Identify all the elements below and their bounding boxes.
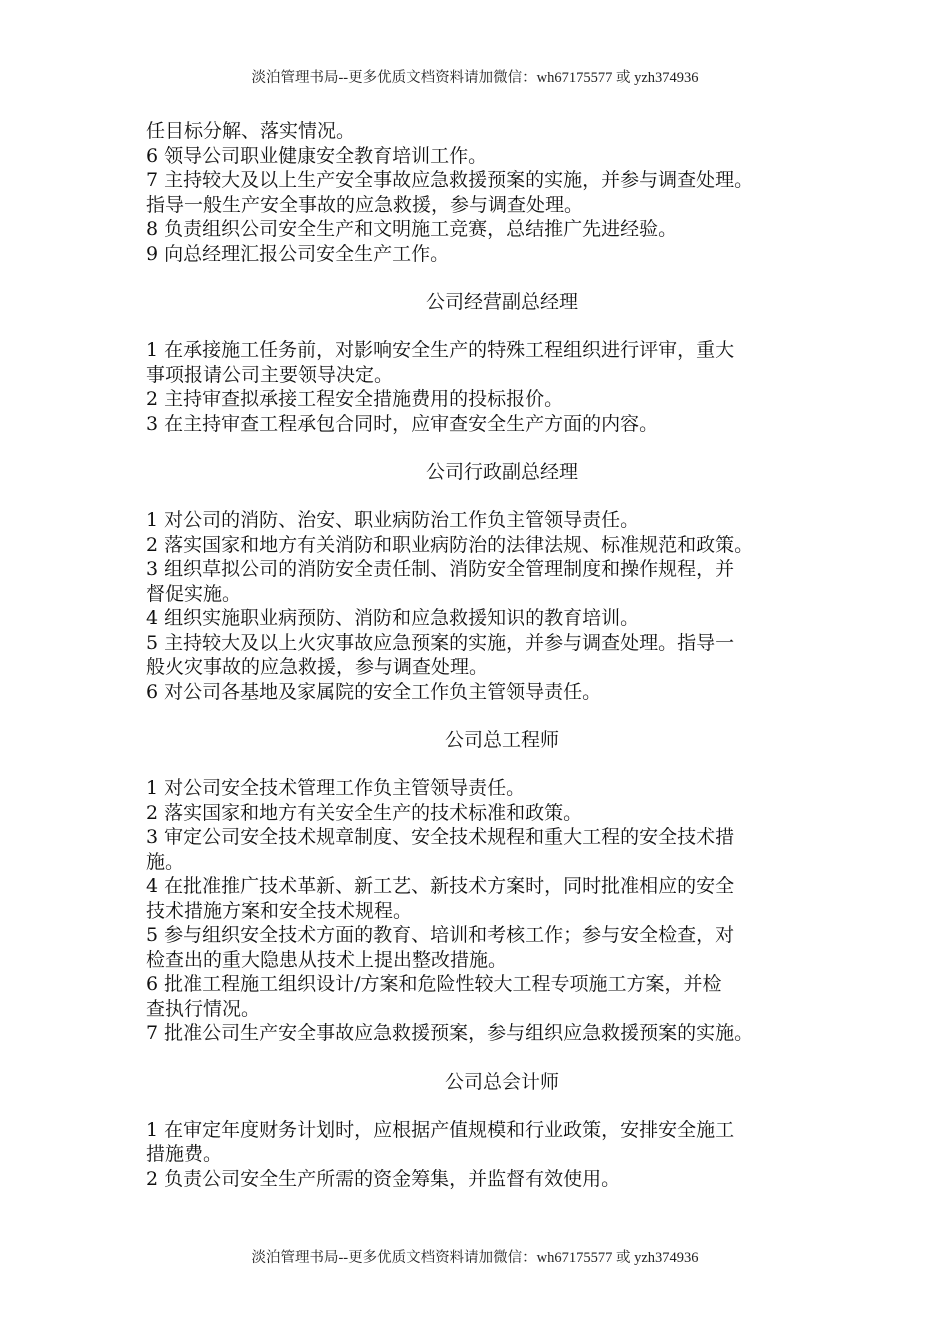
section-admin-vp bbox=[146, 436, 858, 704]
text-line: 指导一般生产安全事故的应急救援，参与调查处理。 bbox=[146, 193, 584, 216]
text-line: 事项报请公司主要领导决定。 bbox=[146, 363, 394, 386]
text-line: 7 批准公司生产安全事故应急救援预案，参与组织应急救援预案的实施。 bbox=[146, 1022, 754, 1044]
page-footer: 淡泊管理书局--更多优质文档资料请加微信：wh67175577 或 yzh374936 bbox=[251, 1250, 699, 1266]
text-line: 5 主持较大及以上火灾事故应急预案的实施，并参与调查处理。指导一 bbox=[146, 631, 735, 654]
text-line: 1 对公司安全技术管理工作负主管领导责任。 bbox=[146, 777, 526, 799]
text-line: 8 负责组织公司安全生产和文明施工竞赛，总结推广先进经验。 bbox=[146, 218, 678, 240]
text-line: 3 审定公司安全技术规章制度、安全技术规程和重大工程的安全技术措 bbox=[146, 826, 735, 848]
text-line: 1 在承接施工任务前，对影响安全生产的特殊工程组织进行评审，重大 bbox=[146, 339, 735, 361]
text-line: 督促实施。 bbox=[146, 582, 242, 605]
text-line: 3 组织草拟公司的消防安全责任制、消防安全管理制度和操作规程，并 bbox=[146, 558, 735, 580]
text-line: 措施费。 bbox=[146, 1143, 223, 1165]
text-line: 6 对公司各基地及家属院的安全工作负主管领导责任。 bbox=[146, 680, 602, 703]
text-line: 2 落实国家和地方有关消防和职业病防治的法律法规、标准规范和政策。 bbox=[146, 533, 754, 556]
text-line: 1 对公司的消防、治安、职业病防治工作负主管领导责任。 bbox=[146, 509, 640, 531]
text-line: 技术措施方案和安全技术规程。 bbox=[146, 899, 413, 922]
text-line: 6 批准工程施工组织设计/方案和危险性较大工程专项施工方案，并检 bbox=[146, 973, 722, 995]
text-line: 1 在审定年度财务计划时，应根据产值规模和行业政策，安排安全施工 bbox=[146, 1118, 735, 1141]
document-body bbox=[146, 119, 858, 1191]
text-line: 2 落实国家和地方有关安全生产的技术标准和政策。 bbox=[146, 801, 583, 824]
text-line: 4 在批准推广技术革新、新工艺、新技术方案时，同时批准相应的安全 bbox=[146, 875, 735, 897]
section-business-vp bbox=[146, 266, 858, 436]
text-line: 3 在主持审查工程承包合同时，应审查安全生产方面的内容。 bbox=[146, 412, 659, 435]
text-line: 般火灾事故的应急救援，参与调查处理。 bbox=[146, 656, 489, 678]
section-chief-engineer bbox=[146, 704, 858, 1046]
section-title: 公司总工程师 bbox=[444, 729, 559, 751]
text-line: 施。 bbox=[146, 850, 185, 873]
text-line: 5 参与组织安全技术方面的教育、培训和考核工作；参与安全检查，对 bbox=[146, 924, 735, 946]
text-line: 4 组织实施职业病预防、消防和应急救援知识的教育培训。 bbox=[146, 607, 640, 629]
text-line: 6 领导公司职业健康安全教育培训工作。 bbox=[146, 144, 488, 167]
intro-block bbox=[146, 119, 858, 266]
text-line: 检查出的重大隐患从技术上提出整改措施。 bbox=[146, 948, 508, 971]
section-title: 公司行政副总经理 bbox=[425, 461, 578, 483]
section-chief-accountant bbox=[146, 1046, 858, 1192]
text-line: 2 负责公司安全生产所需的资金筹集，并监督有效使用。 bbox=[146, 1167, 621, 1190]
section-title: 公司经营副总经理 bbox=[425, 291, 578, 313]
text-line: 2 主持审查拟承接工程安全措施费用的投标报价。 bbox=[146, 388, 564, 410]
text-line: 7 主持较大及以上生产安全事故应急救援预案的实施，并参与调查处理。 bbox=[146, 169, 754, 191]
text-line: 9 向总经理汇报公司安全生产工作。 bbox=[146, 242, 450, 265]
section-title: 公司总会计师 bbox=[444, 1070, 559, 1093]
text-line: 查执行情况。 bbox=[146, 997, 261, 1020]
page-header: 淡泊管理书局--更多优质文档资料请加微信：wh67175577 或 yzh374936 bbox=[251, 70, 699, 86]
text-line: 任目标分解、落实情况。 bbox=[146, 120, 356, 142]
